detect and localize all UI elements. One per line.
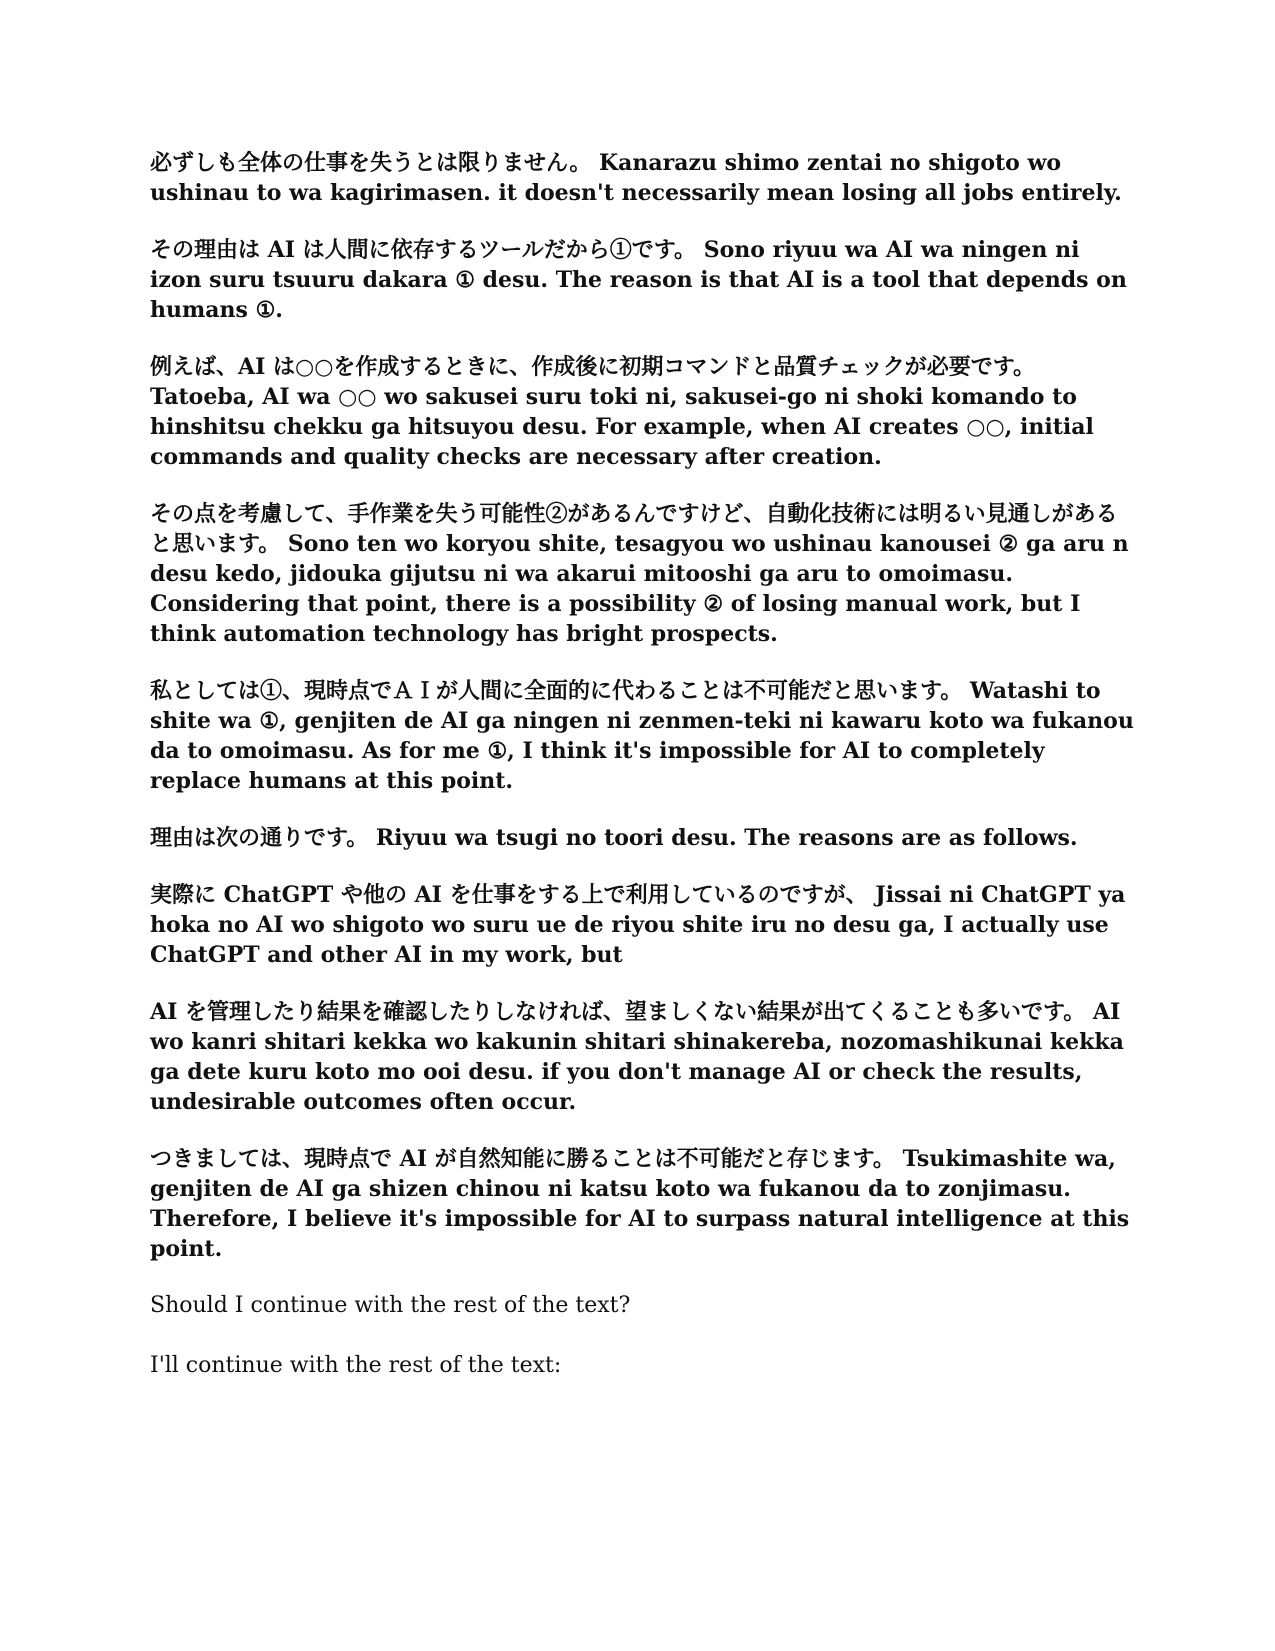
paragraph-6: 理由は次の通りです。 Riyuu wa tsugi no toori desu. The reasons are as follows.	[150, 825, 1078, 851]
paragraph-1: 必ずしも全体の仕事を失うとは限りません。 Kanarazu shimo zentai no shigoto wo ushinau to wa kagirimasen. it doesn't necessarily mean losing all jobs entirely.	[150, 150, 1122, 206]
paragraph-8: AI を管理したり結果を確認したりしなければ、望ましくない結果が出てくることも多いです。 AI wo kanri shitari kekka wo kakunin shitari shinakereba, nozomashikunai kekka ga dete kuru koto mo ooi desu. if you don't manage AI or check the results, undesirable outcomes often occur.	[150, 999, 1124, 1115]
question-text: Should I continue with the rest of the text?	[150, 1293, 631, 1318]
document-page	[150, 148, 1135, 1381]
paragraph-7: 実際に ChatGPT や他の AI を仕事をする上で利用しているのですが、 Jissai ni ChatGPT ya hoka no AI wo shigoto wo suru ue de riyou shite iru no desu ga, I actually use ChatGPT and other AI in my work, but	[150, 882, 1126, 968]
paragraph-4: その点を考慮して、手作業を失う可能性②があるんですけど、自動化技術には明るい見通しがあると思います。 Sono ten wo koryou shite, tesagyou wo ushinau kanousei ② ga aru n desu kedo, jidouka gijutsu ni wa akarui mitooshi ga aru to omoimasu. Considering that point, there is a possibility ② of losing manual work, but I think automation technology has bright prospects.	[150, 501, 1129, 647]
paragraph-3: 例えば、AI は○○を作成するときに、作成後に初期コマンドと品質チェックが必要です。 Tatoeba, AI wa ○○ wo sakusei suru toki ni, sakusei-go ni shoki komando to hinshitsu chekku ga hitsuyou desu. For example, when AI creates ○○, initial commands and quality checks are necessary after creation.	[150, 354, 1094, 470]
paragraph-5: 私としては①、現時点でＡＩが人間に全面的に代わることは不可能だと思います。 Watashi to shite wa ①, genjiten de AI ga ningen ni zenmen-teki ni kawaru koto wa fukanou da to omoimasu. As for me ①, I think it's impossible for AI to completely replace humans at this point.	[150, 678, 1134, 794]
continuation-text: I'll continue with the rest of the text:	[150, 1353, 562, 1378]
paragraph-9: つきましては、現時点で AI が自然知能に勝ることは不可能だと存じます。 Tsukimashite wa, genjiten de AI ga shizen chinou ni katsu koto wa fukanou da to zonjimasu. Therefore, I believe it's impossible for AI to surpass natural intelligence at this point.	[150, 1146, 1130, 1262]
paragraph-2: その理由は AI は人間に依存するツールだから①です。 Sono riyuu wa AI wa ningen ni izon suru tsuuru dakara ① desu. The reason is that AI is a tool that depends on humans ①.	[150, 237, 1127, 323]
